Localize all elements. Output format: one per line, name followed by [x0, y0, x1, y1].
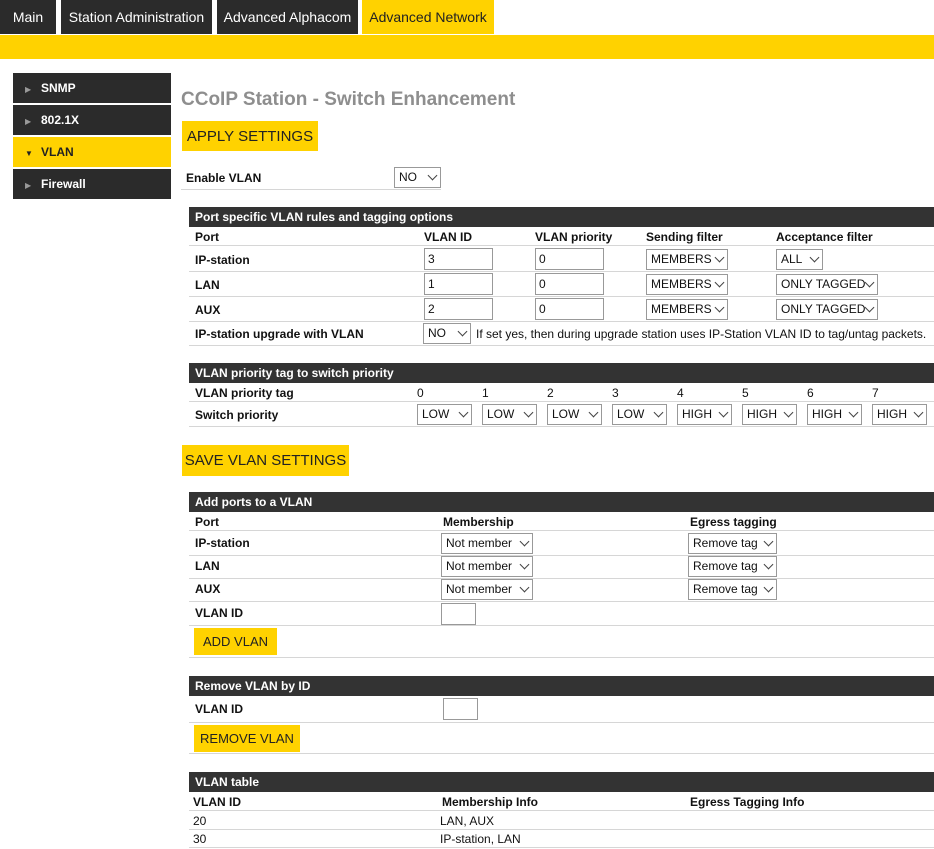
- chevron-down-icon: [589, 408, 599, 418]
- chevron-down-icon: [764, 560, 774, 570]
- chevron-down-icon: [520, 583, 530, 593]
- priority-tag-6: 6: [807, 386, 814, 400]
- chevron-down-icon: [715, 253, 725, 263]
- vlan-priority-tag-label: VLAN priority tag: [195, 386, 294, 400]
- priority-tag-0: 0: [417, 386, 424, 400]
- upgrade-note: If set yes, then during upgrade station uses IP-Station VLAN ID to tag/untag packets.: [476, 327, 927, 341]
- divider: [189, 271, 934, 272]
- chevron-down-icon: [764, 537, 774, 547]
- select-value: Not member: [446, 582, 513, 596]
- divider: [189, 601, 934, 602]
- sidebar-item-label: SNMP: [41, 81, 76, 95]
- apply-settings-button[interactable]: APPLY SETTINGS: [182, 121, 318, 151]
- sidebar-item-snmp[interactable]: [13, 73, 171, 103]
- divider: [189, 426, 934, 427]
- switch-priority-select-5[interactable]: [742, 404, 797, 425]
- chevron-down-icon: [914, 408, 924, 418]
- priority-tag-3: 3: [612, 386, 619, 400]
- switch-priority-select-2[interactable]: [547, 404, 602, 425]
- egress-select-lan[interactable]: [688, 556, 777, 577]
- vlan-id-input-aux[interactable]: 2: [424, 298, 493, 320]
- col-header-vlan-id: VLAN ID: [193, 795, 241, 809]
- select-value: ALL: [781, 252, 803, 266]
- switch-priority-label: Switch priority: [195, 408, 279, 422]
- col-header-port: Port: [195, 515, 219, 529]
- chevron-down-icon: [520, 537, 530, 547]
- membership-select-ip-station[interactable]: [441, 533, 533, 554]
- chevron-right-icon: ▶: [25, 181, 32, 190]
- col-header-egress-tagging-info: Egress Tagging Info: [690, 795, 805, 809]
- select-value: ONLY TAGGED: [781, 277, 866, 291]
- divider: [189, 401, 934, 402]
- remove-vlan-button[interactable]: REMOVE VLAN: [194, 725, 300, 752]
- switch-priority-select-7[interactable]: [872, 404, 927, 425]
- vlan-table-id: 20: [193, 814, 207, 828]
- remove-vlan-id-input[interactable]: [443, 698, 478, 720]
- chevron-down-icon: [654, 408, 664, 418]
- select-value: Remove tag: [693, 559, 758, 573]
- save-vlan-settings-button[interactable]: SAVE VLAN SETTINGS: [182, 445, 349, 476]
- divider: [189, 657, 934, 658]
- switch-priority-select-1[interactable]: [482, 404, 537, 425]
- sidebar-item-firewall[interactable]: [13, 169, 171, 199]
- remove-vlan-header: Remove VLAN by ID: [189, 676, 934, 696]
- divider: [189, 530, 934, 531]
- col-header-sending-filter: Sending filter: [646, 230, 723, 244]
- select-value: NO: [428, 326, 446, 340]
- chevron-down-icon: [428, 171, 438, 181]
- membership-select-lan[interactable]: [441, 556, 533, 577]
- chevron-down-icon: [784, 408, 794, 418]
- priority-tag-5: 5: [742, 386, 749, 400]
- col-header-vlan-id: VLAN ID: [424, 230, 472, 244]
- divider: [189, 345, 934, 346]
- port-label-aux: AUX: [195, 582, 221, 596]
- vlan-table-membership: LAN, AUX: [440, 814, 495, 828]
- sidebar: [13, 73, 171, 201]
- switch-priority-select-0[interactable]: [417, 404, 472, 425]
- tab-station-administration[interactable]: Station Administration: [61, 0, 212, 34]
- priority-tag-2: 2: [547, 386, 554, 400]
- sidebar-item-label: 802.1X: [41, 113, 80, 127]
- divider: [189, 722, 934, 723]
- port-label-lan: LAN: [195, 278, 220, 292]
- vlan-id-label: VLAN ID: [195, 606, 243, 620]
- chevron-down-icon: [865, 303, 875, 313]
- switch-priority-select-3[interactable]: [612, 404, 667, 425]
- priority-tag-7: 7: [872, 386, 879, 400]
- port-rules-header: Port specific VLAN rules and tagging options: [189, 207, 934, 227]
- select-value: LOW: [617, 407, 645, 421]
- select-value: HIGH: [682, 407, 712, 421]
- port-label-ip-station: IP-station: [195, 536, 250, 550]
- vlan-table-header: VLAN table: [189, 772, 934, 792]
- divider: [189, 578, 934, 579]
- select-value: MEMBERS: [651, 302, 712, 316]
- port-label-ip-station: IP-station: [195, 253, 250, 267]
- col-header-membership: Membership: [443, 515, 514, 529]
- chevron-down-icon: [849, 408, 859, 418]
- chevron-down-icon: [764, 583, 774, 593]
- sending-filter-select-lan[interactable]: [646, 274, 728, 295]
- sidebar-item-label: VLAN: [41, 145, 74, 159]
- port-label-lan: LAN: [195, 559, 220, 573]
- chevron-down-icon: [865, 278, 875, 288]
- col-header-acceptance-filter: Acceptance filter: [776, 230, 873, 244]
- vlan-id-input-ip-station[interactable]: 3: [424, 248, 493, 270]
- select-value: HIGH: [747, 407, 777, 421]
- divider: [189, 625, 934, 626]
- divider: [189, 245, 934, 246]
- acceptance-filter-select-aux[interactable]: [776, 299, 878, 320]
- vlan-id-label: VLAN ID: [195, 702, 243, 716]
- egress-select-aux[interactable]: [688, 579, 777, 600]
- select-value: Not member: [446, 536, 513, 550]
- vlan-priority-input-aux[interactable]: 0: [535, 298, 604, 320]
- priority-tag-4: 4: [677, 386, 684, 400]
- col-header-vlan-priority: VLAN priority: [535, 230, 613, 244]
- select-value: Remove tag: [693, 536, 758, 550]
- divider: [189, 829, 934, 830]
- divider: [189, 321, 934, 322]
- chevron-down-icon: [719, 408, 729, 418]
- select-value: Remove tag: [693, 582, 758, 596]
- select-value: LOW: [487, 407, 515, 421]
- tab-main[interactable]: Main: [0, 0, 56, 34]
- chevron-down-icon: [810, 253, 820, 263]
- col-header-membership-info: Membership Info: [442, 795, 539, 809]
- port-label-aux: AUX: [195, 303, 221, 317]
- divider: [189, 296, 934, 297]
- vlan-id-input-lan[interactable]: 1: [424, 273, 493, 295]
- divider: [181, 189, 441, 190]
- vlan-priority-input-ip-station[interactable]: 0: [535, 248, 604, 270]
- enable-vlan-label: Enable VLAN: [186, 171, 262, 185]
- divider: [189, 753, 934, 754]
- vlan-priority-input-lan[interactable]: 0: [535, 273, 604, 295]
- egress-select-ip-station[interactable]: [688, 533, 777, 554]
- tab-advanced-alphacom[interactable]: Advanced Alphacom: [217, 0, 358, 34]
- sidebar-item-label: Firewall: [41, 177, 86, 191]
- chevron-down-icon: [524, 408, 534, 418]
- chevron-down-icon: [715, 278, 725, 288]
- top-nav: [0, 0, 934, 34]
- col-header-port: Port: [195, 230, 219, 244]
- membership-select-aux[interactable]: [441, 579, 533, 600]
- upgrade-with-vlan-label: IP-station upgrade with VLAN: [195, 327, 364, 341]
- vlan-table-id: 30: [193, 832, 207, 846]
- chevron-right-icon: ▶: [25, 85, 32, 94]
- acceptance-filter-select-ip-station[interactable]: [776, 249, 823, 270]
- divider: [189, 847, 934, 848]
- sub-nav-bar: [0, 35, 934, 59]
- select-value: HIGH: [812, 407, 842, 421]
- select-value: MEMBERS: [651, 277, 712, 291]
- priority-tag-1: 1: [482, 386, 489, 400]
- switch-priority-select-6[interactable]: [807, 404, 862, 425]
- chevron-right-icon: ▶: [25, 117, 32, 126]
- priority-map-header: VLAN priority tag to switch priority: [189, 363, 934, 383]
- tab-advanced-network[interactable]: Advanced Network: [362, 0, 494, 34]
- add-vlan-id-input[interactable]: [441, 603, 476, 625]
- upgrade-with-vlan-select[interactable]: [423, 323, 471, 344]
- chevron-down-icon: [459, 408, 469, 418]
- sidebar-item-8021x[interactable]: [13, 105, 171, 135]
- select-value: LOW: [422, 407, 450, 421]
- chevron-down-icon: ▼: [25, 149, 33, 158]
- col-header-egress-tagging: Egress tagging: [690, 515, 777, 529]
- sidebar-item-vlan[interactable]: [13, 137, 171, 167]
- enable-vlan-select[interactable]: [394, 167, 441, 188]
- select-value: LOW: [552, 407, 580, 421]
- add-vlan-button[interactable]: ADD VLAN: [194, 628, 277, 655]
- chevron-down-icon: [458, 327, 468, 337]
- sending-filter-select-aux[interactable]: [646, 299, 728, 320]
- select-value: NO: [399, 170, 417, 184]
- select-value: Not member: [446, 559, 513, 573]
- select-value: ONLY TAGGED: [781, 302, 866, 316]
- acceptance-filter-select-lan[interactable]: [776, 274, 878, 295]
- page-title: CCoIP Station - Switch Enhancement: [181, 89, 516, 110]
- add-ports-header: Add ports to a VLAN: [189, 492, 934, 512]
- switch-priority-select-4[interactable]: [677, 404, 732, 425]
- divider: [189, 555, 934, 556]
- sending-filter-select-ip-station[interactable]: [646, 249, 728, 270]
- vlan-table-membership: IP-station, LAN: [440, 832, 521, 846]
- chevron-down-icon: [715, 303, 725, 313]
- select-value: HIGH: [877, 407, 907, 421]
- divider: [189, 810, 934, 811]
- select-value: MEMBERS: [651, 252, 712, 266]
- chevron-down-icon: [520, 560, 530, 570]
